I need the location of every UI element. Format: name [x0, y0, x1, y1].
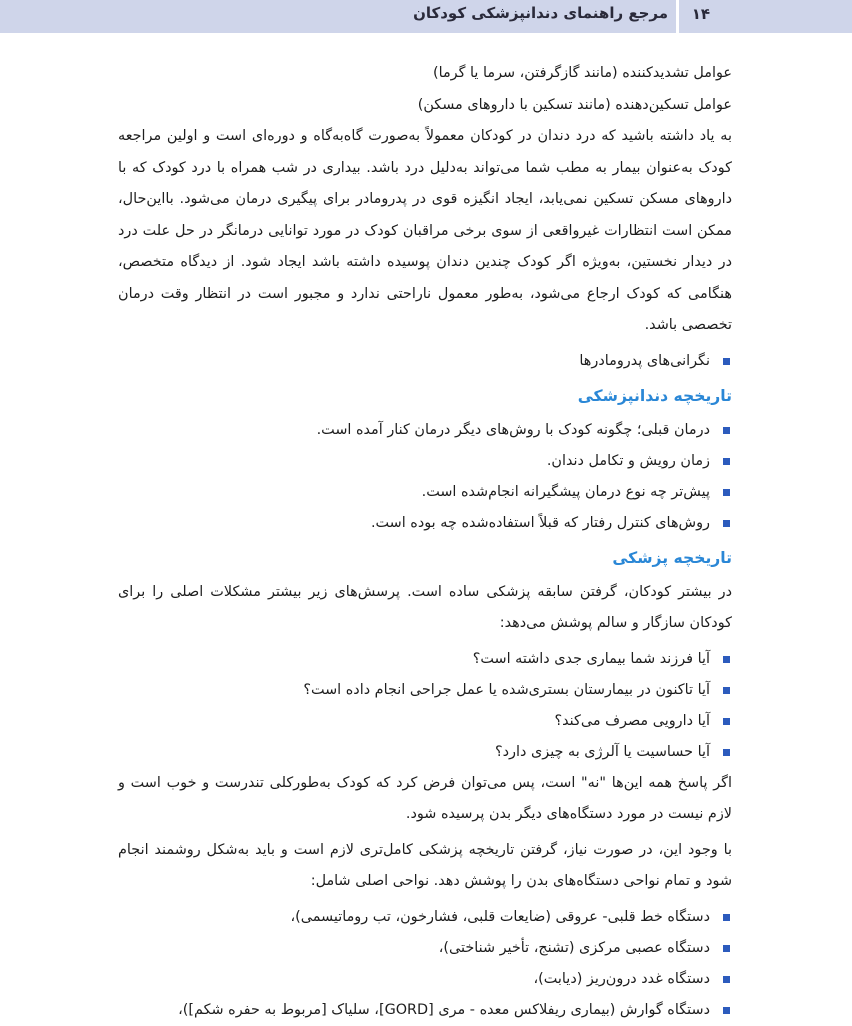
square-bullet-icon [723, 489, 730, 496]
list-item-text: روش‌های کنترل رفتار که قبلاً استفاده‌شده چه بوده است. [370, 514, 710, 531]
square-bullet-icon [723, 976, 730, 983]
list-item [118, 964, 732, 995]
list-item [118, 415, 732, 446]
list-item-text: آیا فرزند شما بیماری جدی داشته است؟ [472, 650, 710, 667]
list-item-text: آیا حساسیت یا آلرژی به چیزی دارد؟ [495, 743, 710, 760]
pain-paragraph: به یاد داشته باشید که درد دندان در کودکان معمولاً به‌صورت گاه‌به‌گاه و دوره‌ای است و اولین مراجعه کودک به‌عنوان بیمار به مطب شما می‌تواند به‌دلیل درد باشد. بیداری در شب همراه با درد کودک که با داروهای مسکن تسکین نمی‌یابد، ایجاد انگیزه قوی در پدرومادر برای پیگیری درمان می‌شود. بااین‌حال، ممکن است انتظارات غیرواقعی از سوی برخی مراقبان کودک در مورد توانایی درمانگر در حل علت درد در دیدار نخستین، به‌ویژه اگر کودک چندین دندان پوسیده داشته باشد ایجاد شود. از دیدگاه متخصص، هنگامی که کودک ارجاع می‌شود، به‌طور معمول ناراحتی ندارد و مجبور است در انتظار وقت درمان تخصصی باشد. [118, 128, 732, 333]
page-number: ۱۴ [691, 5, 710, 23]
list-item-text: دستگاه گوارش (بیماری ریفلاکس معده - مری [GORD]، سلیاک [مربوط به حفره شکم])، [178, 1001, 710, 1018]
list-item [118, 346, 732, 377]
full-history-paragraph: با وجود این، در صورت نیاز، گرفتن تاریخچه پزشکی کامل‌تری لازم است و باید به‌شکل روشمند انجام شود و تمام نواحی دستگاه‌های بدن را پوشش دهد. نواحی اصلی شامل: [118, 841, 732, 889]
list-item [118, 995, 732, 1026]
square-bullet-icon [723, 945, 730, 952]
square-bullet-icon [723, 914, 730, 921]
list-item [118, 477, 732, 508]
list-item-text: دستگاه خط قلبی- عروقی (ضایعات قلبی، فشارخون، تب روماتیسمی)، [290, 908, 710, 925]
square-bullet-icon [723, 718, 730, 725]
list-item [118, 737, 732, 768]
square-bullet-icon [723, 656, 730, 663]
medical-intro-paragraph: در بیشتر کودکان، گرفتن سابقه پزشکی ساده است. پرسش‌های زیر بیشتر مشکلات اصلی را برای کودکان سازگار و سالم پوشش می‌دهد: [118, 583, 732, 631]
body-systems-list [118, 902, 732, 1026]
square-bullet-icon [723, 520, 730, 527]
dental-history-heading: تاریخچه دندانپزشکی [577, 386, 732, 405]
running-header [0, 0, 852, 33]
square-bullet-icon [723, 749, 730, 756]
list-item [118, 446, 732, 477]
list-item-text: پیش‌تر چه نوع درمان پیشگیرانه انجام‌شده است. [421, 483, 710, 500]
square-bullet-icon [723, 687, 730, 694]
aggravating-factors-line: عوامل تشدیدکننده (مانند گازگرفتن، سرما یا گرما) [432, 65, 732, 81]
list-item [118, 675, 732, 706]
list-item-text: آیا تاکنون در بیمارستان بستری‌شده یا عمل جراحی انجام داده است؟ [303, 681, 710, 698]
medical-history-heading: تاریخچه پزشکی [612, 548, 732, 567]
concerns-list [118, 346, 732, 377]
list-item-text: دستگاه عصبی مرکزی (تشنج، تأخیر شناختی)، [438, 939, 710, 956]
list-item-text: زمان رویش و تکامل دندان. [546, 452, 710, 469]
square-bullet-icon [723, 1007, 730, 1014]
book-title: مرجع راهنمای دندانپزشکی کودکان [413, 4, 668, 22]
list-item-text: درمان قبلی؛ چگونه کودک با روش‌های دیگر درمان کنار آمده است. [316, 421, 710, 438]
no-answer-paragraph: اگر پاسخ همه این‌ها "نه" است، پس می‌توان فرض کرد که کودک به‌طورکلی تندرست و خوب است و لازم نیست در مورد دستگاه‌های دیگر بدن پرسیده شود. [118, 774, 732, 822]
list-item [118, 933, 732, 964]
page-body [118, 58, 732, 1026]
list-item-text: آیا دارویی مصرف می‌کند؟ [554, 712, 710, 729]
list-item [118, 706, 732, 737]
square-bullet-icon [723, 458, 730, 465]
list-item [118, 902, 732, 933]
dental-history-list [118, 415, 732, 539]
header-divider [676, 0, 679, 33]
medical-questions-list [118, 644, 732, 768]
list-item [118, 644, 732, 675]
list-item-text: نگرانی‌های پدرومادرها [579, 352, 710, 369]
square-bullet-icon [723, 427, 730, 434]
relieving-factors-line: عوامل تسکین‌دهنده (مانند تسکین با داروهای مسکن) [417, 96, 732, 113]
list-item-text: دستگاه غدد درون‌ریز (دیابت)، [533, 970, 710, 987]
list-item [118, 508, 732, 539]
square-bullet-icon [723, 358, 730, 365]
